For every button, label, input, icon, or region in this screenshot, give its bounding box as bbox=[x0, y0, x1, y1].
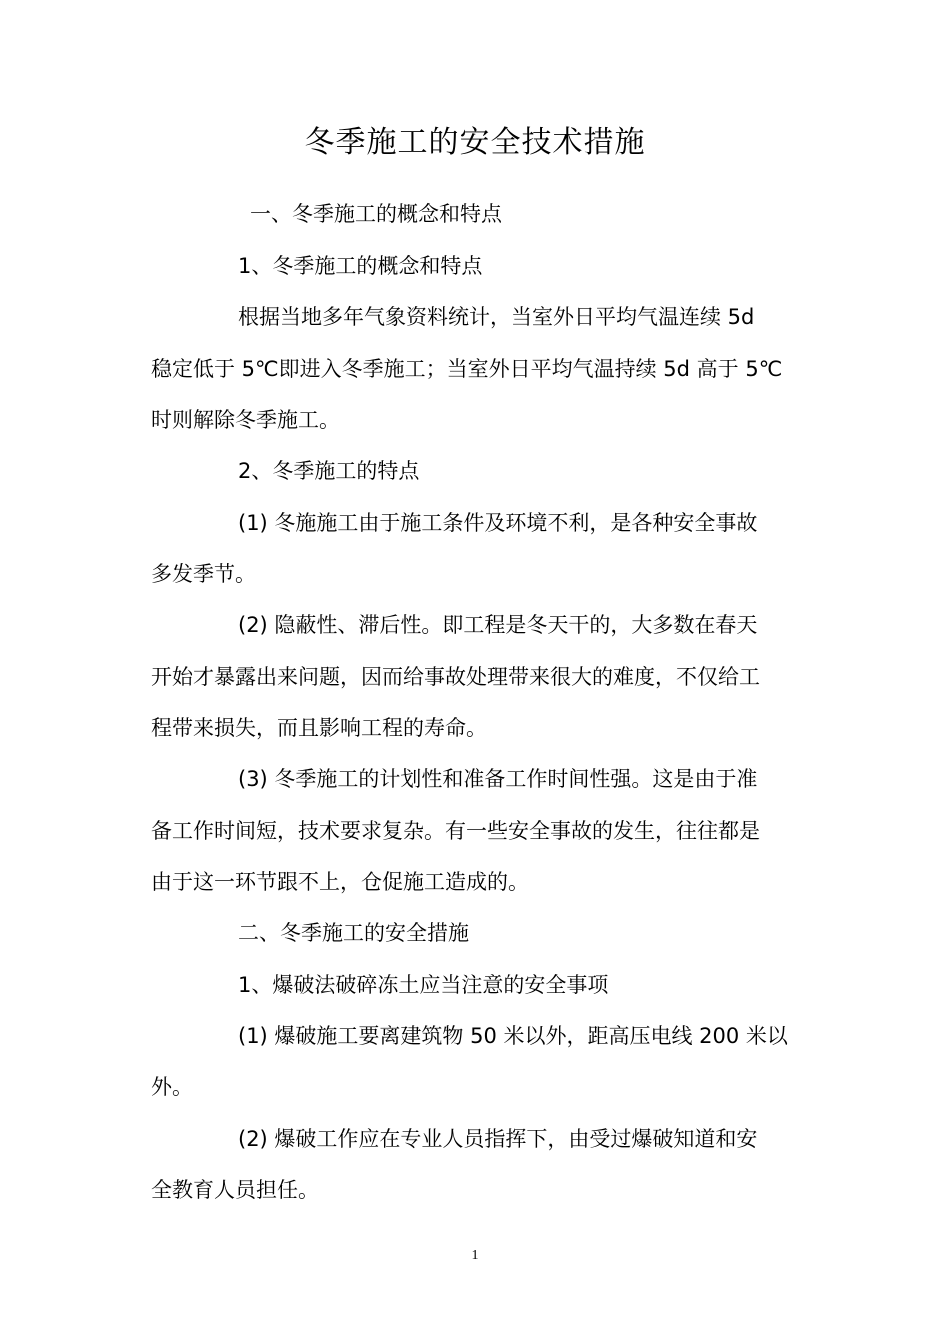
paragraph-line: (2) 隐蔽性、滞后性。即工程是冬天干的，大多数在春天 bbox=[238, 613, 758, 637]
paragraph-line: 稳定低于 5℃即进入冬季施工；当室外日平均气温持续 5d 高于 5℃ bbox=[151, 357, 783, 381]
paragraph-line: 备工作时间短，技术要求复杂。有一些安全事故的发生，往往都是 bbox=[151, 819, 760, 843]
paragraph-line: (2) 爆破工作应在专业人员指挥下，由受过爆破知道和安 bbox=[238, 1127, 758, 1151]
paragraph-line: 多发季节。 bbox=[151, 562, 256, 586]
paragraph-line: 根据当地多年气象资料统计，当室外日平均气温连续 5d bbox=[238, 305, 755, 329]
section-heading-1: 一、冬季施工的概念和特点 bbox=[250, 202, 502, 226]
paragraph-line: 程带来损失，而且影响工程的寿命。 bbox=[151, 716, 487, 740]
paragraph-line: 全教育人员担任。 bbox=[151, 1178, 319, 1202]
paragraph-line: 外。 bbox=[151, 1075, 193, 1099]
document-title: 冬季施工的安全技术措施 bbox=[304, 125, 646, 160]
paragraph-line: (1) 爆破施工要离建筑物 50 米以外，距高压电线 200 米以 bbox=[238, 1024, 788, 1048]
paragraph-line: 开始才暴露出来问题，因而给事故处理带来很大的难度，不仅给工 bbox=[151, 665, 760, 689]
section-heading-2: 二、冬季施工的安全措施 bbox=[238, 921, 469, 945]
paragraph-line: (1) 冬施施工由于施工条件及环境不利，是各种安全事故 bbox=[238, 511, 758, 535]
paragraph-line: (3) 冬季施工的计划性和准备工作时间性强。这是由于准 bbox=[238, 767, 758, 791]
subsection-heading-2-1: 1、爆破法破碎冻土应当注意的安全事项 bbox=[238, 973, 609, 997]
paragraph-line: 时则解除冬季施工。 bbox=[151, 408, 340, 432]
paragraph-line: 由于这一环节跟不上，仓促施工造成的。 bbox=[151, 870, 529, 894]
page-number: 1 bbox=[471, 1248, 479, 1263]
subsection-heading-1-1: 1、冬季施工的概念和特点 bbox=[238, 254, 483, 278]
subsection-heading-1-2: 2、冬季施工的特点 bbox=[238, 459, 420, 483]
